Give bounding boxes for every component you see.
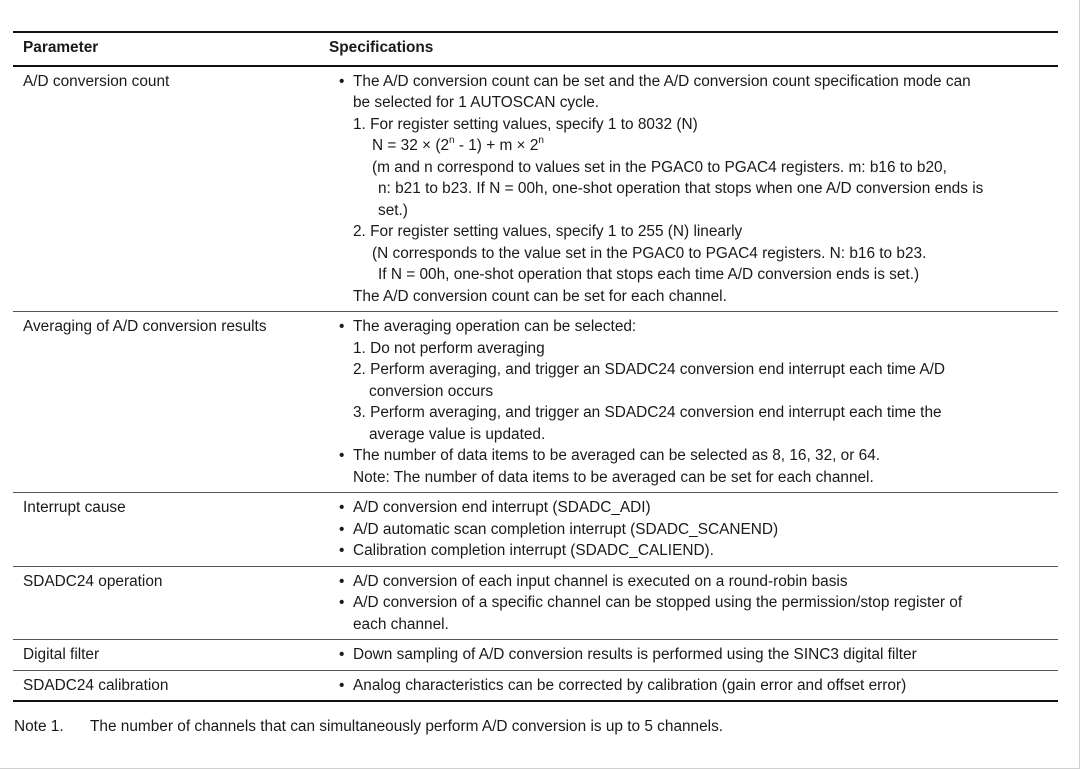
param-cell: Averaging of A/D conversion results	[13, 312, 319, 493]
bullet-icon: •	[339, 520, 345, 538]
spec-text: (m and n correspond to values set in the PGAC0 to PGAC4 registers. m: b16 to b20,	[372, 158, 947, 176]
table-row	[13, 566, 1058, 640]
spec-text: A/D conversion of each input channel is executed on a round-robin basis	[353, 572, 848, 590]
spec-text: A/D conversion of a specific channel can be stopped using the permission/stop register of	[353, 594, 963, 611]
spec-text: The A/D conversion count can be set for each channel.	[353, 287, 727, 305]
param-cell: A/D conversion count	[13, 66, 319, 312]
bullet-icon: •	[339, 646, 345, 663]
bullet-icon: •	[339, 499, 345, 516]
spec-text: 1. For register setting values, specify 1 to 8032 (N)	[353, 115, 698, 133]
param-cell: Interrupt cause	[13, 493, 319, 567]
spec-cell	[319, 312, 1058, 493]
spec-text: The averaging operation can be selected:	[353, 318, 637, 335]
table-row	[13, 670, 1058, 701]
param-cell: Digital filter	[13, 640, 319, 671]
spec-text: (N corresponds to the value set in the PGAC0 to PGAC4 registers. N: b16 to b23.	[372, 244, 927, 262]
spec-text: 2. Perform averaging, and trigger an SDADC24 conversion end interrupt each time A/D	[353, 361, 945, 378]
bullet-icon: •	[339, 572, 345, 590]
spec-text: A/D conversion end interrupt (SDADC_ADI)	[353, 499, 651, 516]
spec-text: The A/D conversion count can be set and the A/D conversion count specification mode can	[353, 72, 971, 90]
param-cell: SDADC24 calibration	[13, 670, 319, 701]
specifications-table	[13, 31, 1058, 702]
spec-cell	[319, 640, 1058, 671]
spec-text: If N = 00h, one-shot operation that stops each time A/D conversion ends is set.)	[378, 266, 920, 283]
spec-text: 1. Do not perform averaging	[353, 339, 545, 357]
spec-text: average value is updated.	[369, 425, 546, 443]
param-cell: SDADC24 operation	[13, 566, 319, 640]
spec-text: 2. For register setting values, specify 1 to 255 (N) linearly	[353, 223, 743, 240]
table-row	[13, 312, 1058, 493]
table-row	[13, 493, 1058, 567]
header-specifications: Specifications	[319, 32, 1058, 66]
spec-text: Analog characteristics can be corrected by calibration (gain error and offset error)	[353, 676, 907, 694]
spec-text: The number of data items to be averaged can be selected as 8, 16, 32, or 64.	[353, 447, 881, 464]
footnote-number: Note 1.	[14, 718, 64, 735]
footnote-text: The number of channels that can simultaneously perform A/D conversion is up to 5 channels.	[90, 718, 724, 735]
formula: $N = 32 \times (2^n - 1) + m \times 2^n$	[372, 134, 544, 154]
spec-text: A/D automatic scan completion interrupt (SDADC_SCANEND)	[353, 520, 779, 538]
bullet-icon: •	[339, 542, 345, 559]
bullet-icon: •	[339, 72, 345, 90]
bullet-icon: •	[339, 594, 345, 611]
spec-text: n: b21 to b23. If N = 00h, one-shot operation that stops when one A/D conversion ends is	[378, 180, 984, 197]
spec-text: set.)	[378, 201, 408, 219]
bullet-icon: •	[339, 676, 345, 694]
spec-cell	[319, 493, 1058, 567]
bullet-icon: •	[339, 447, 345, 464]
table-row	[13, 640, 1058, 671]
spec-text: 3. Perform averaging, and trigger an SDADC24 conversion end interrupt each time the	[353, 404, 942, 421]
table-header-row	[13, 32, 1058, 66]
spec-cell	[319, 66, 1058, 312]
table-row	[13, 66, 1058, 312]
spec-text: each channel.	[353, 615, 449, 633]
bullet-icon: •	[339, 318, 345, 335]
header-parameter: Parameter	[13, 32, 319, 66]
spec-text: Calibration completion interrupt (SDADC_CALIEND).	[353, 542, 714, 559]
spec-cell	[319, 566, 1058, 640]
footnote	[14, 716, 723, 737]
spec-text: be selected for 1 AUTOSCAN cycle.	[353, 94, 600, 111]
spec-cell	[319, 670, 1058, 701]
spec-text: Note: The number of data items to be averaged can be set for each channel.	[353, 468, 874, 486]
spec-text: conversion occurs	[369, 382, 494, 400]
spec-text: Down sampling of A/D conversion results is performed using the SINC3 digital filter	[353, 646, 917, 663]
